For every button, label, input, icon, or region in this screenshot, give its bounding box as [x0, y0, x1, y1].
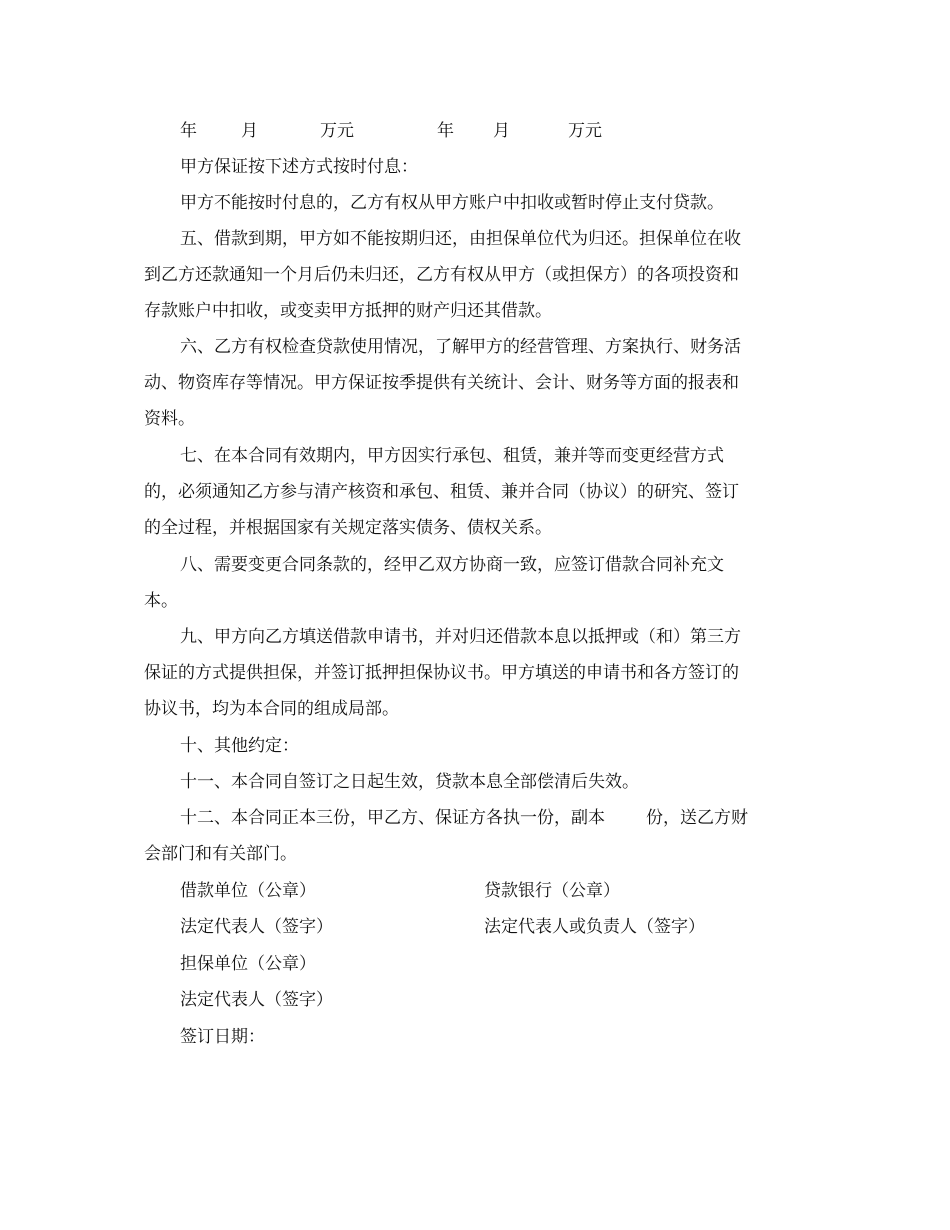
clause-5-line-1: 五、借款到期，甲方如不能按期归还，由担保单位代为归还。担保单位在收 [180, 229, 741, 249]
clause-5-line-2: 到乙方还款通知一个月后仍未归还，乙方有权从甲方（或担保方）的各项投资和 [144, 265, 739, 285]
amount-unit-b: 万元 [568, 121, 602, 141]
borrower-rep-signature-label: 法定代表人（签字） [180, 917, 333, 937]
interest-failure-clause: 甲方不能按时付息的，乙方有权从甲方账户中扣收或暂时停止支付贷款。 [180, 193, 724, 213]
clause-12-part-b: 份，送乙方财 [646, 808, 748, 828]
clause-9-line-1: 九、甲方向乙方填送借款申请书，并对归还借款本息以抵押或（和）第三方 [180, 627, 741, 647]
clause-6-line-1: 六、乙方有权检查贷款使用情况，了解甲方的经营管理、方案执行、财务活 [180, 337, 741, 357]
clause-8-line-2: 本。 [144, 591, 178, 611]
clause-11: 十一、本合同自签订之日起生效，贷款本息全部偿清后失效。 [180, 772, 639, 792]
interest-clause-heading: 甲方保证按下述方式按时付息： [180, 157, 418, 177]
amount-unit-a: 万元 [320, 121, 354, 141]
date-year-b: 年 [437, 121, 454, 141]
clause-9-line-3: 协议书，均为本合同的组成局部。 [144, 699, 399, 719]
clause-7-line-3: 的全过程，并根据国家有关规定落实债务、债权关系。 [144, 518, 552, 538]
date-month-b: 月 [493, 121, 510, 141]
clause-9-line-2: 保证的方式提供担保，并签订抵押担保协议书。甲方填送的申请书和各方签订的 [144, 663, 739, 683]
clause-6-line-3: 资料。 [144, 409, 195, 429]
bank-rep-signature-label: 法定代表人或负责人（签字） [484, 917, 705, 937]
clause-7-line-2: 的，必须通知乙方参与清产核资和承包、租赁、兼并合同（协议）的研究、签订 [144, 482, 739, 502]
clause-12-line-2: 会部门和有关部门。 [144, 844, 297, 864]
clause-5-line-3: 存款账户中扣收，或变卖甲方抵押的财产归还其借款。 [144, 301, 552, 321]
clause-8-line-1: 八、需要变更合同条款的，经甲乙双方协商一致，应签订借款合同补充文 [180, 555, 724, 575]
sign-date-label: 签订日期： [180, 1027, 265, 1047]
bank-seal-label: 贷款银行（公章） [484, 881, 620, 901]
clause-6-line-2: 动、物资库存等情况。甲方保证按季提供有关统计、会计、财务等方面的报表和 [144, 373, 739, 393]
date-year-a: 年 [180, 121, 197, 141]
clause-12-part-a: 十二、本合同正本三份，甲乙方、保证方各执一份，副本 [180, 808, 605, 828]
clause-12-line-1 [180, 808, 748, 828]
guarantor-rep-signature-label: 法定代表人（签字） [180, 990, 333, 1010]
date-month-a: 月 [241, 121, 258, 141]
guarantor-seal-label: 担保单位（公章） [180, 954, 316, 974]
clause-10: 十、其他约定： [180, 736, 299, 756]
clause-7-line-1: 七、在本合同有效期内，甲方因实行承包、租赁，兼并等而变更经营方式 [180, 446, 724, 466]
borrower-seal-label: 借款单位（公章） [180, 881, 316, 901]
